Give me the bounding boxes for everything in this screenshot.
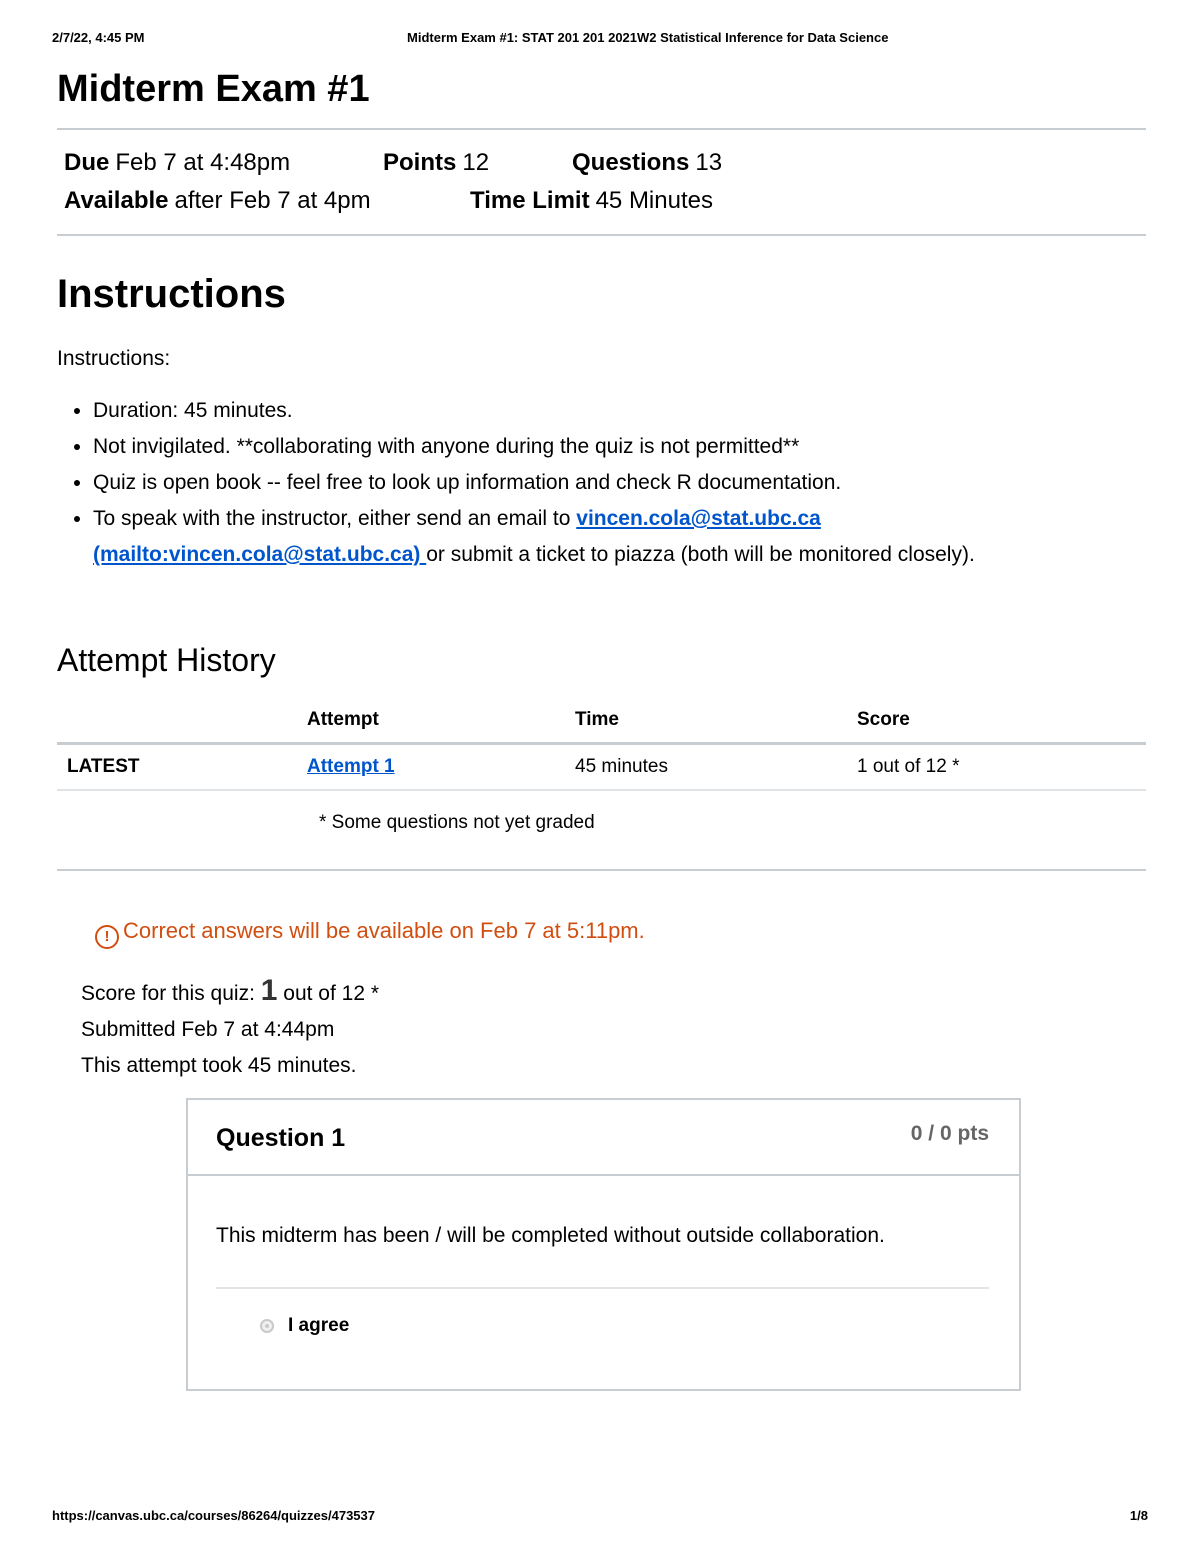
instructions-heading: Instructions [57,272,286,316]
attempt-duration: This attempt took 45 minutes. [81,1054,357,1077]
instruction-item: • Quiz is open book -- feel free to look up information and check R documentation. [93,465,1143,501]
time-cell: 45 minutes [565,744,847,791]
submitted-time: Submitted Feb 7 at 4:44pm [81,1018,335,1041]
divider [57,869,1146,871]
table-row [57,744,1146,791]
attempt-cell [297,744,565,791]
due-meta [64,148,290,178]
column-header: Attempt [297,698,565,744]
due-label: Due [64,149,110,176]
available-meta [64,186,371,216]
available-label: Available [64,187,169,214]
question-points: 0 / 0 pts [910,1122,989,1145]
instruction-item-contact [93,501,1143,573]
table-header-row [57,698,1146,744]
mailto-link[interactable]: (mailto:vincen.cola@stat.ubc.ca) [93,543,427,566]
divider [216,1287,989,1289]
points-meta [383,148,489,178]
questions-meta [572,148,722,178]
points-label: Points [383,149,457,176]
column-header: Time [565,698,847,744]
question-text: This midterm has been / will be completed without outside collaboration. [216,1224,885,1247]
print-datetime: 2/7/22, 4:45 PM [52,30,145,45]
email-link[interactable]: vincen.cola@stat.ubc.ca [576,507,821,530]
correct-answers-notice [95,918,645,949]
time-limit-value: 45 Minutes [595,187,713,214]
page-title: Midterm Exam #1 [57,68,370,110]
attempt-history-table [57,698,1146,791]
latest-tag: LATEST [57,744,297,791]
warning-icon: ! [95,925,119,949]
divider [57,234,1146,236]
attempt-link[interactable]: Attempt 1 [307,756,395,777]
contact-prefix: To speak with the instructor, either send an email to [93,507,577,530]
score-value: 1 [260,974,278,1007]
print-doc-title: Midterm Exam #1: STAT 201 201 2021W2 Statistical Inference for Data Science [407,30,889,45]
not-graded-note: * Some questions not yet graded [319,812,595,833]
time-limit-label: Time Limit [470,187,590,214]
score-cell: 1 out of 12 * [847,744,1146,791]
contact-suffix: or submit a ticket to piazza (both will be monitored closely). [426,543,975,566]
points-value: 12 [462,149,490,176]
score-suffix: out of 12 * [277,982,380,1005]
print-footer [52,1508,1148,1526]
print-header [52,30,1148,48]
correct-answers-text: Correct answers will be available on Feb 7 at 5:11pm. [123,918,645,943]
divider [57,128,1146,130]
questions-label: Questions [572,149,690,176]
column-header [57,698,297,744]
score-label: Score for this quiz: [81,982,261,1005]
column-header: Score [847,698,1146,744]
score-line [81,973,379,1012]
instruction-item: • Not invigilated. **collaborating with anyone during the quiz is not permitted** [93,429,1143,465]
answer-label: I agree [288,1315,350,1336]
questions-value: 13 [695,149,723,176]
print-url: https://canvas.ubc.ca/courses/86264/quizzes/473537 [52,1508,376,1523]
instruction-item: • Duration: 45 minutes. [93,393,1143,429]
question-card [186,1098,1021,1391]
question-title: Question 1 [216,1124,346,1152]
question-header [188,1100,1019,1176]
instructions-list [57,393,1143,573]
page-number: 1/8 [1129,1508,1148,1523]
answer-option [260,1315,349,1337]
available-value: after Feb 7 at 4pm [174,187,371,214]
score-summary [81,973,379,1084]
due-value: Feb 7 at 4:48pm [115,149,291,176]
instructions-label: Instructions: [57,347,171,370]
radio-button[interactable] [260,1319,274,1333]
attempt-history-heading: Attempt History [57,642,276,678]
time-limit-meta [470,186,713,216]
